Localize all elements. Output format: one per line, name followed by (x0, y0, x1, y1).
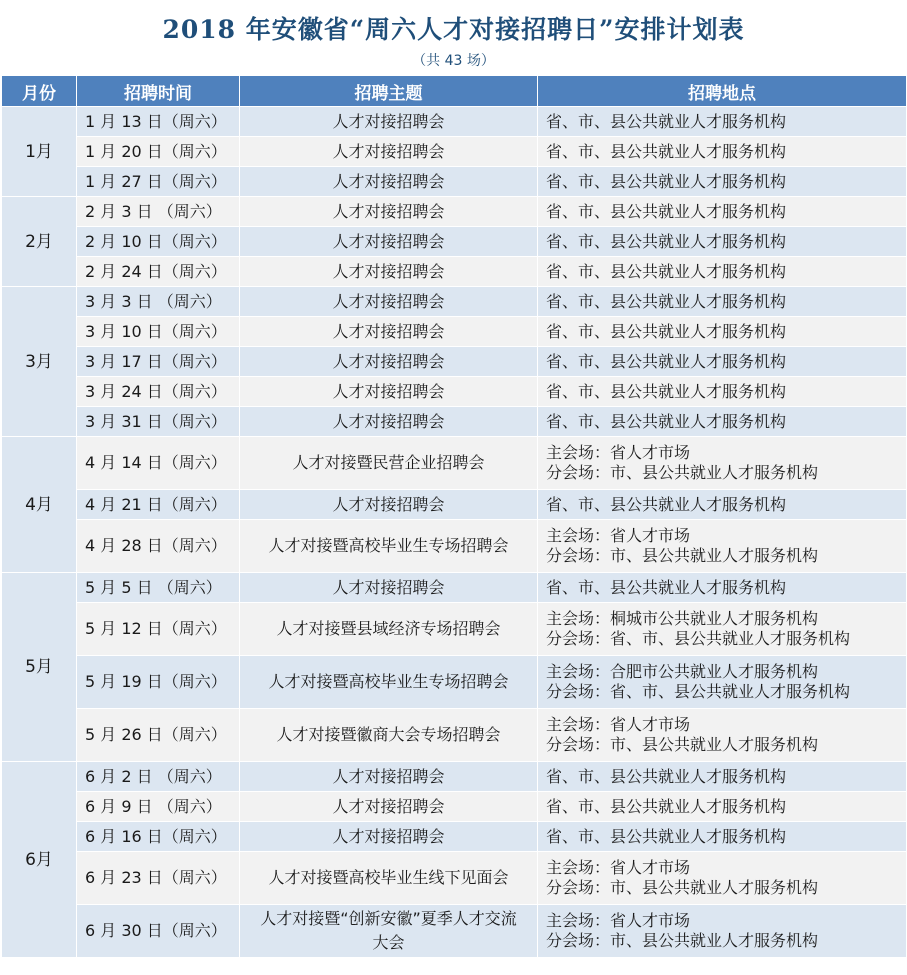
place-cell (538, 437, 907, 490)
table-row (2, 317, 907, 347)
date-cell: 2 月 24 日（周六） (77, 257, 240, 287)
place-cell (538, 137, 907, 167)
table-row (2, 905, 907, 958)
place-line: 主会场：省人才市场 (546, 443, 691, 462)
place-cell (538, 709, 907, 762)
place-cell (538, 656, 907, 709)
date-cell: 6 月 30 日（周六） (77, 905, 240, 958)
date-cell: 6 月 2 日 （周六） (77, 762, 240, 792)
theme-cell: 人才对接招聘会 (240, 792, 538, 822)
date-cell: 5 月 12 日（周六） (77, 603, 240, 656)
header-month: 月份 (2, 76, 77, 107)
place-cell (538, 227, 907, 257)
table-row (2, 852, 907, 905)
theme-cell: 人才对接招聘会 (240, 822, 538, 852)
date-cell: 5 月 26 日（周六） (77, 709, 240, 762)
date-cell: 5 月 19 日（周六） (77, 656, 240, 709)
date-cell: 3 月 24 日（周六） (77, 377, 240, 407)
month-cell: 2月 (2, 197, 77, 287)
place-line: 省、市、县公共就业人才服务机构 (546, 796, 787, 816)
theme-cell: 人才对接招聘会 (240, 137, 538, 167)
place-line: 主会场：桐城市公共就业人才服务机构 (546, 609, 819, 628)
table-row (2, 227, 907, 257)
place-line: 分会场：市、县公共就业人才服务机构 (546, 546, 819, 565)
place-line: 省、市、县公共就业人才服务机构 (546, 826, 787, 846)
date-cell: 1 月 20 日（周六） (77, 137, 240, 167)
date-cell: 4 月 21 日（周六） (77, 490, 240, 520)
date-cell: 3 月 3 日 （周六） (77, 287, 240, 317)
table-row (2, 137, 907, 167)
place-cell (538, 347, 907, 377)
date-cell: 2 月 3 日 （周六） (77, 197, 240, 227)
place-cell (538, 905, 907, 958)
table-row (2, 792, 907, 822)
table-row (2, 197, 907, 227)
theme-cell: 人才对接招聘会 (240, 573, 538, 603)
place-cell (538, 762, 907, 792)
place-line: 省、市、县公共就业人才服务机构 (546, 231, 787, 251)
date-cell: 4 月 14 日（周六） (77, 437, 240, 490)
theme-cell: 人才对接招聘会 (240, 762, 538, 792)
theme-cell: 人才对接招聘会 (240, 197, 538, 227)
date-cell: 4 月 28 日（周六） (77, 520, 240, 573)
header-theme: 招聘主题 (240, 76, 538, 107)
theme-cell: 人才对接暨县域经济专场招聘会 (240, 603, 538, 656)
theme-cell: 人才对接暨“创新安徽”夏季人才交流大会 (240, 905, 538, 958)
place-cell (538, 407, 907, 437)
place-line: 分会场：市、县公共就业人才服务机构 (546, 878, 819, 897)
place-line: 省、市、县公共就业人才服务机构 (546, 381, 787, 401)
theme-cell: 人才对接招聘会 (240, 407, 538, 437)
month-cell: 3月 (2, 287, 77, 437)
header-date: 招聘时间 (77, 76, 240, 107)
place-line: 分会场：市、县公共就业人才服务机构 (546, 463, 819, 482)
table-row (2, 573, 907, 603)
table-row (2, 377, 907, 407)
place-line: 主会场：省人才市场 (546, 858, 691, 877)
place-line: 主会场：省人才市场 (546, 715, 691, 734)
place-line: 省、市、县公共就业人才服务机构 (546, 351, 787, 371)
place-line: 省、市、县公共就业人才服务机构 (546, 171, 787, 191)
place-cell (538, 792, 907, 822)
date-cell: 6 月 23 日（周六） (77, 852, 240, 905)
date-cell: 3 月 10 日（周六） (77, 317, 240, 347)
table-row (2, 287, 907, 317)
place-cell (538, 573, 907, 603)
table-row (2, 437, 907, 490)
date-cell: 2 月 10 日（周六） (77, 227, 240, 257)
theme-cell: 人才对接招聘会 (240, 317, 538, 347)
month-cell: 4月 (2, 437, 77, 573)
table-row (2, 257, 907, 287)
date-cell: 6 月 16 日（周六） (77, 822, 240, 852)
theme-cell: 人才对接招聘会 (240, 167, 538, 197)
place-cell (538, 377, 907, 407)
place-cell (538, 317, 907, 347)
theme-cell: 人才对接招聘会 (240, 287, 538, 317)
theme-cell: 人才对接招聘会 (240, 257, 538, 287)
place-line: 主会场：省人才市场 (546, 526, 691, 545)
place-line: 省、市、县公共就业人才服务机构 (546, 111, 787, 131)
date-cell: 3 月 31 日（周六） (77, 407, 240, 437)
table-row (2, 167, 907, 197)
place-cell (538, 107, 907, 137)
table-row (2, 603, 907, 656)
date-cell: 3 月 17 日（周六） (77, 347, 240, 377)
month-cell: 1月 (2, 107, 77, 197)
place-cell (538, 520, 907, 573)
place-line: 分会场：市、县公共就业人才服务机构 (546, 931, 819, 950)
place-line: 主会场：省人才市场 (546, 911, 691, 930)
theme-cell: 人才对接招聘会 (240, 227, 538, 257)
place-line: 省、市、县公共就业人才服务机构 (546, 261, 787, 281)
page-title: 2018 年安徽省“周六人才对接招聘日”安排计划表 (162, 15, 745, 44)
table-row (2, 709, 907, 762)
table-row (2, 107, 907, 137)
date-cell: 1 月 13 日（周六） (77, 107, 240, 137)
theme-cell: 人才对接暨高校毕业生线下见面会 (240, 852, 538, 905)
date-cell: 6 月 9 日 （周六） (77, 792, 240, 822)
table-row (2, 656, 907, 709)
place-line: 分会场：市、县公共就业人才服务机构 (546, 735, 819, 754)
table-row (2, 762, 907, 792)
header-place: 招聘地点 (538, 76, 907, 107)
theme-cell: 人才对接暨高校毕业生专场招聘会 (240, 520, 538, 573)
place-cell (538, 490, 907, 520)
date-cell: 5 月 5 日 （周六） (77, 573, 240, 603)
place-cell (538, 257, 907, 287)
month-cell: 6月 (2, 762, 77, 958)
place-cell (538, 167, 907, 197)
place-line: 省、市、县公共就业人才服务机构 (546, 766, 787, 786)
place-line: 省、市、县公共就业人才服务机构 (546, 411, 787, 431)
theme-cell: 人才对接招聘会 (240, 347, 538, 377)
theme-cell: 人才对接暨高校毕业生专场招聘会 (240, 656, 538, 709)
date-cell: 1 月 27 日（周六） (77, 167, 240, 197)
place-cell (538, 852, 907, 905)
page-subtitle: （共 43 场） (412, 53, 495, 69)
place-line: 分会场：省、市、县公共就业人才服务机构 (546, 682, 851, 701)
place-line: 主会场：合肥市公共就业人才服务机构 (546, 662, 819, 681)
place-line: 省、市、县公共就业人才服务机构 (546, 291, 787, 311)
table-row (2, 407, 907, 437)
table-row (2, 490, 907, 520)
table-row (2, 822, 907, 852)
place-cell (538, 197, 907, 227)
place-line: 分会场：省、市、县公共就业人才服务机构 (546, 629, 851, 648)
theme-cell: 人才对接暨民营企业招聘会 (240, 437, 538, 490)
place-line: 省、市、县公共就业人才服务机构 (546, 494, 787, 514)
theme-cell: 人才对接招聘会 (240, 107, 538, 137)
place-cell (538, 822, 907, 852)
table-row (2, 520, 907, 573)
theme-cell: 人才对接暨徽商大会专场招聘会 (240, 709, 538, 762)
theme-cell: 人才对接招聘会 (240, 490, 538, 520)
place-line: 省、市、县公共就业人才服务机构 (546, 201, 787, 221)
header-row (2, 76, 907, 107)
theme-cell: 人才对接招聘会 (240, 377, 538, 407)
schedule-table (1, 75, 907, 958)
place-line: 省、市、县公共就业人才服务机构 (546, 141, 787, 161)
place-line: 省、市、县公共就业人才服务机构 (546, 321, 787, 341)
schedule-body (2, 107, 907, 958)
place-cell (538, 287, 907, 317)
place-cell (538, 603, 907, 656)
table-row (2, 347, 907, 377)
month-cell: 5月 (2, 573, 77, 762)
place-line: 省、市、县公共就业人才服务机构 (546, 577, 787, 597)
